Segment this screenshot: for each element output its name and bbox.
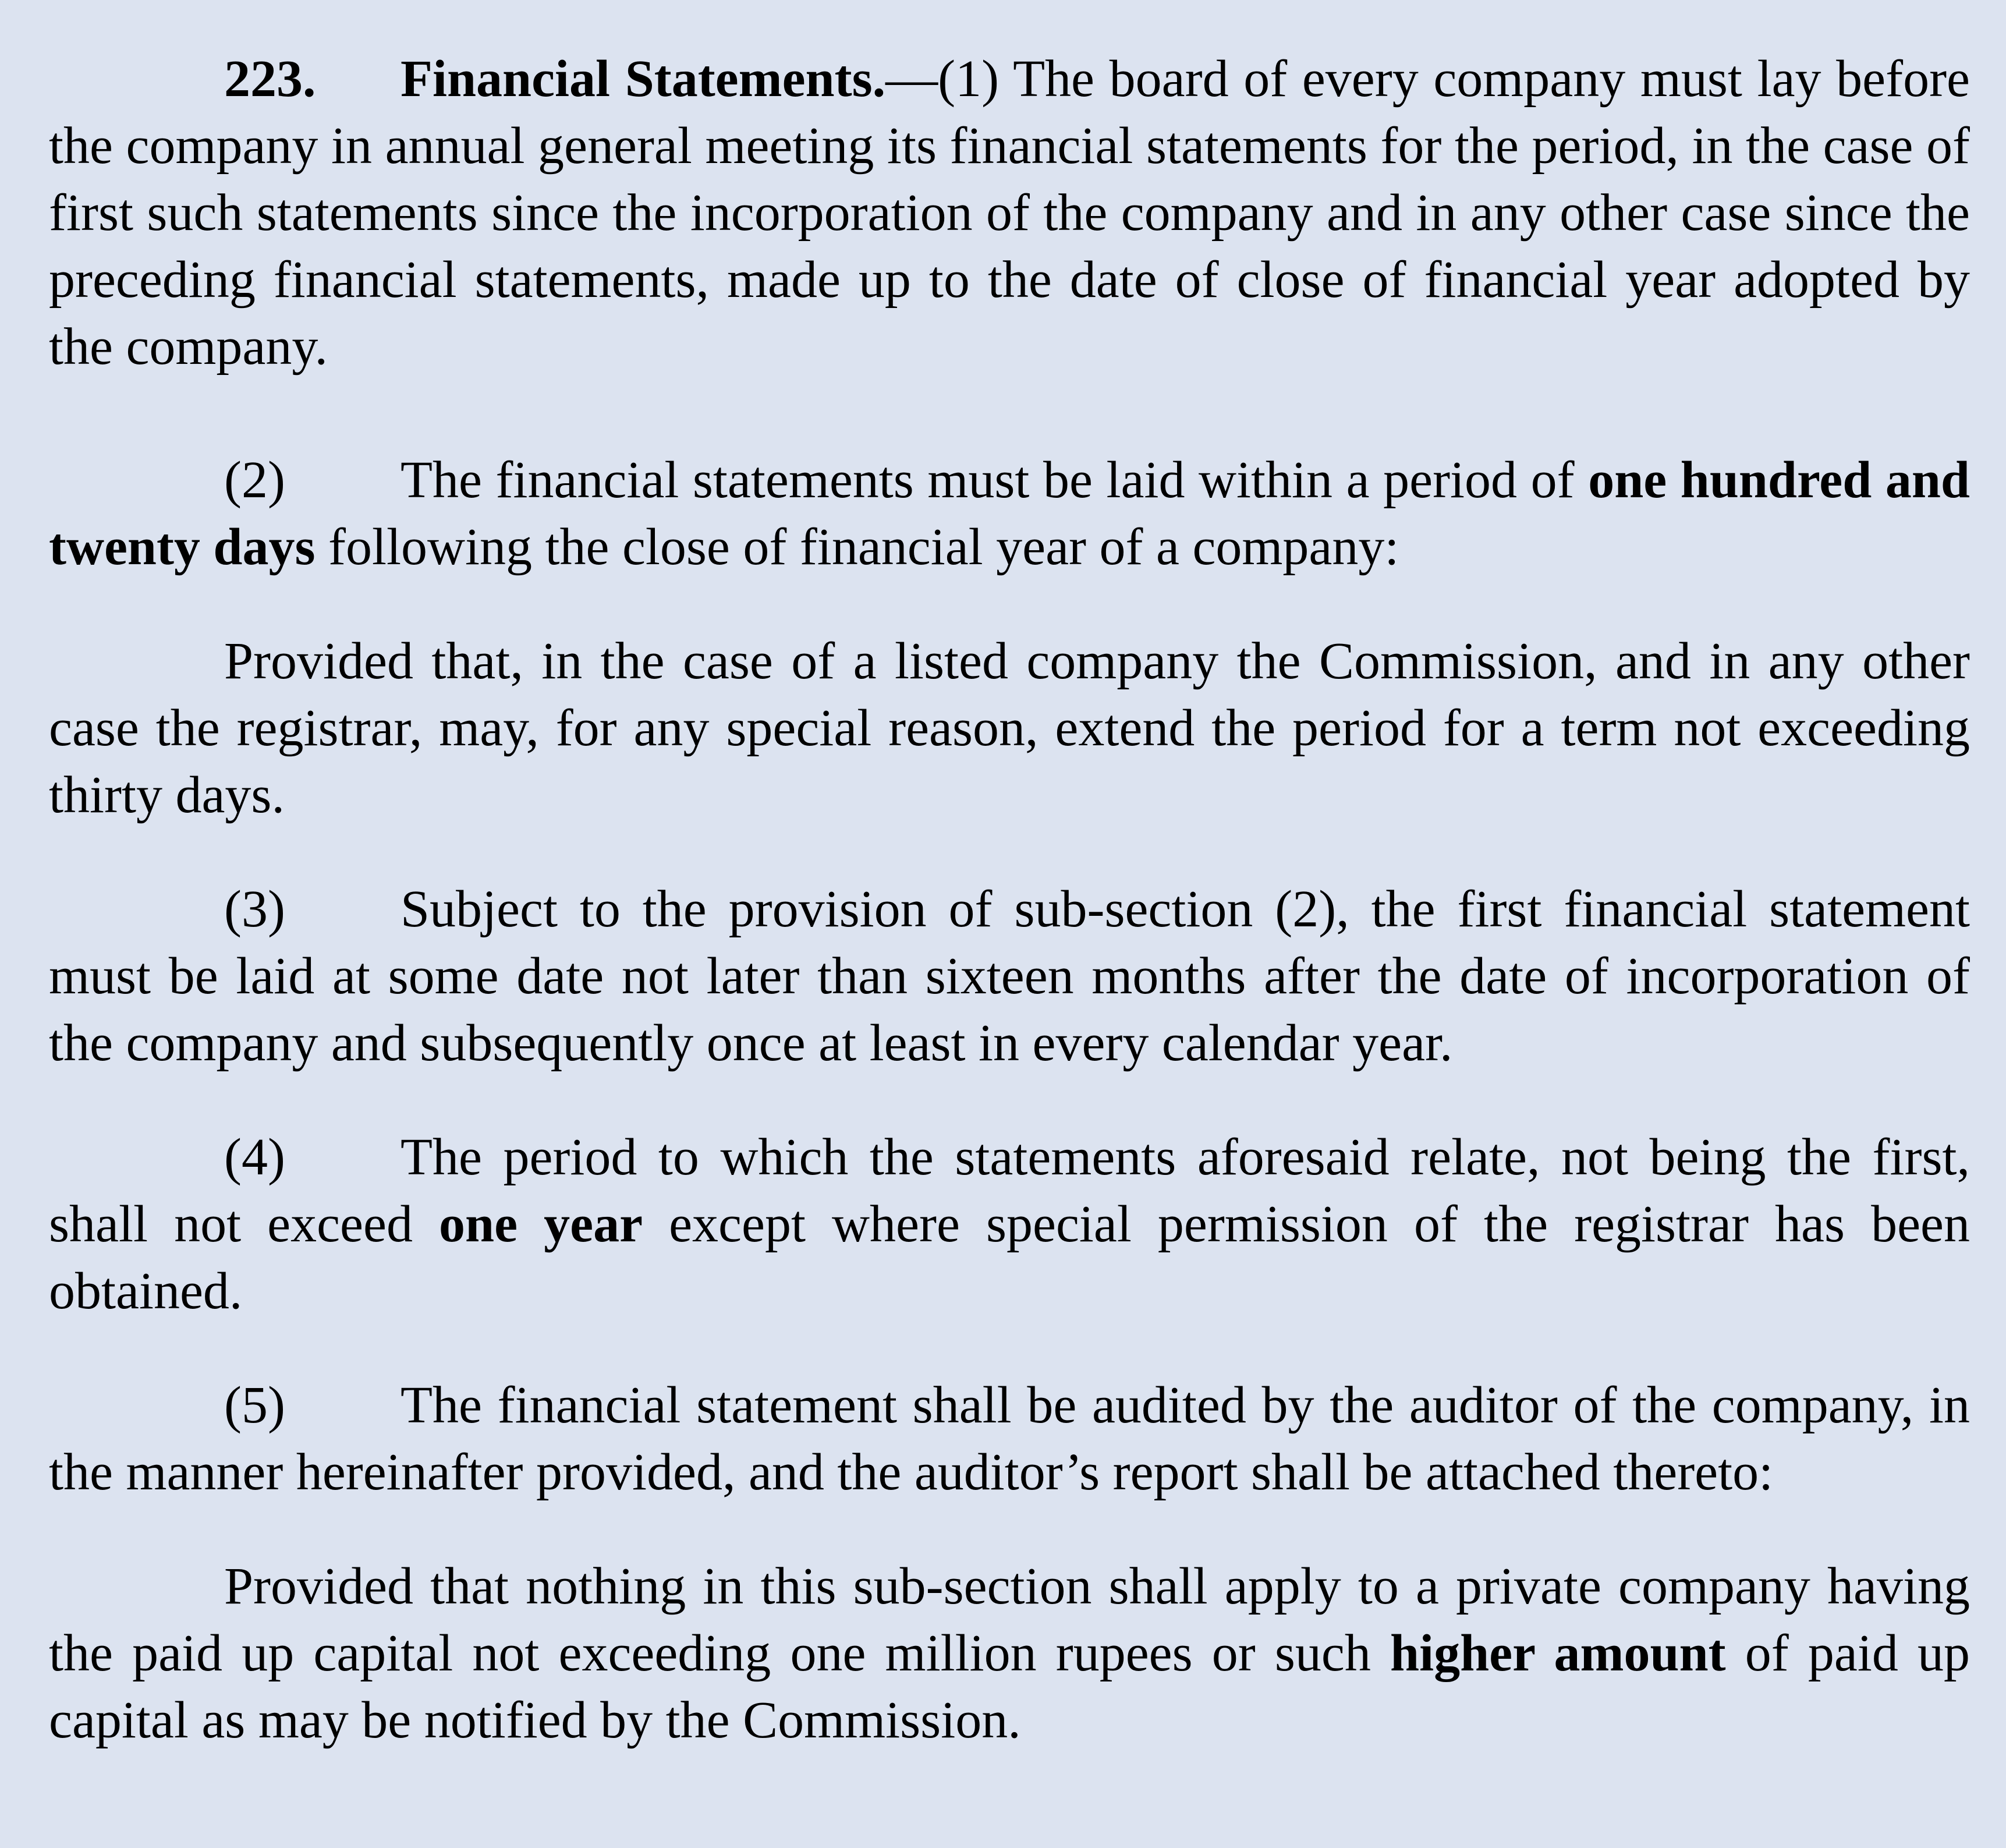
- subsection-3: [49, 876, 1970, 1077]
- document-body: [49, 45, 1970, 1754]
- proviso-text: Provided that, in the case of a listed company the Commission, and in any other case the registrar, may, for any special reason, extend the period for a term not exceeding thirty days.: [49, 632, 1970, 824]
- subsection-label: (4): [224, 1128, 285, 1186]
- subsection-label: (3): [224, 880, 285, 938]
- subsection-label: (5): [224, 1376, 285, 1434]
- section-number: 223.: [224, 50, 316, 108]
- paragraph-spacer: [49, 1077, 1970, 1124]
- proviso-subsection-2: [49, 628, 1970, 829]
- proviso-subsection-5: [49, 1553, 1970, 1754]
- section-223-subsection-1: [49, 45, 1970, 380]
- section-dash: —: [885, 50, 938, 108]
- paragraph-spacer: [49, 580, 1970, 628]
- subsection-4: [49, 1124, 1970, 1325]
- subsection-2: [49, 447, 1970, 580]
- emphasis-bold: one hundred and twenty days: [49, 451, 1970, 576]
- emphasis-bold: higher amount: [1390, 1624, 1726, 1682]
- subsection-text: except where special permission of the registrar has been obtained.: [49, 1195, 1970, 1320]
- subsection-text: The period to which the statements aforesaid relate, not being the first, shall not exceed: [49, 1128, 1970, 1253]
- proviso-text: of paid up capital as may be notified by the Commission.: [49, 1624, 1970, 1749]
- proviso-text: Provided that nothing in this sub-section shall apply to a private company having the paid up capital not exceeding one million rupees or such: [49, 1557, 1970, 1682]
- subsection-text: following the close of financial year of a company:: [315, 518, 1399, 576]
- subsection-5: [49, 1372, 1970, 1506]
- subsection-label: (1): [938, 50, 1000, 108]
- paragraph-spacer: [49, 829, 1970, 876]
- subsection-text: The board of every company must lay before the company in annual general meeting its financial statements for the period, in the case of first such statements since the incorporation of the company and in any other case since the preceding financial statements, made up to the date of close of financial year adopted by the company.: [49, 50, 1970, 376]
- subsection-text: The financial statement shall be audited by the auditor of the company, in the manner hereinafter provided, and the auditor’s report shall be attached thereto:: [49, 1376, 1970, 1501]
- section-title: Financial Statements.: [401, 50, 886, 108]
- emphasis-bold: one year: [439, 1195, 643, 1253]
- paragraph-spacer: [49, 1506, 1970, 1553]
- subsection-label: (2): [224, 451, 285, 509]
- subsection-text: The financial statements must be laid within a period of: [401, 451, 1589, 509]
- paragraph-spacer: [49, 380, 1970, 447]
- paragraph-spacer: [49, 1325, 1970, 1372]
- subsection-text: Subject to the provision of sub-section (2), the first financial statement must be laid at some date not later than sixteen months after the date of incorporation of the company and subsequently once at least in every calendar year.: [49, 880, 1970, 1072]
